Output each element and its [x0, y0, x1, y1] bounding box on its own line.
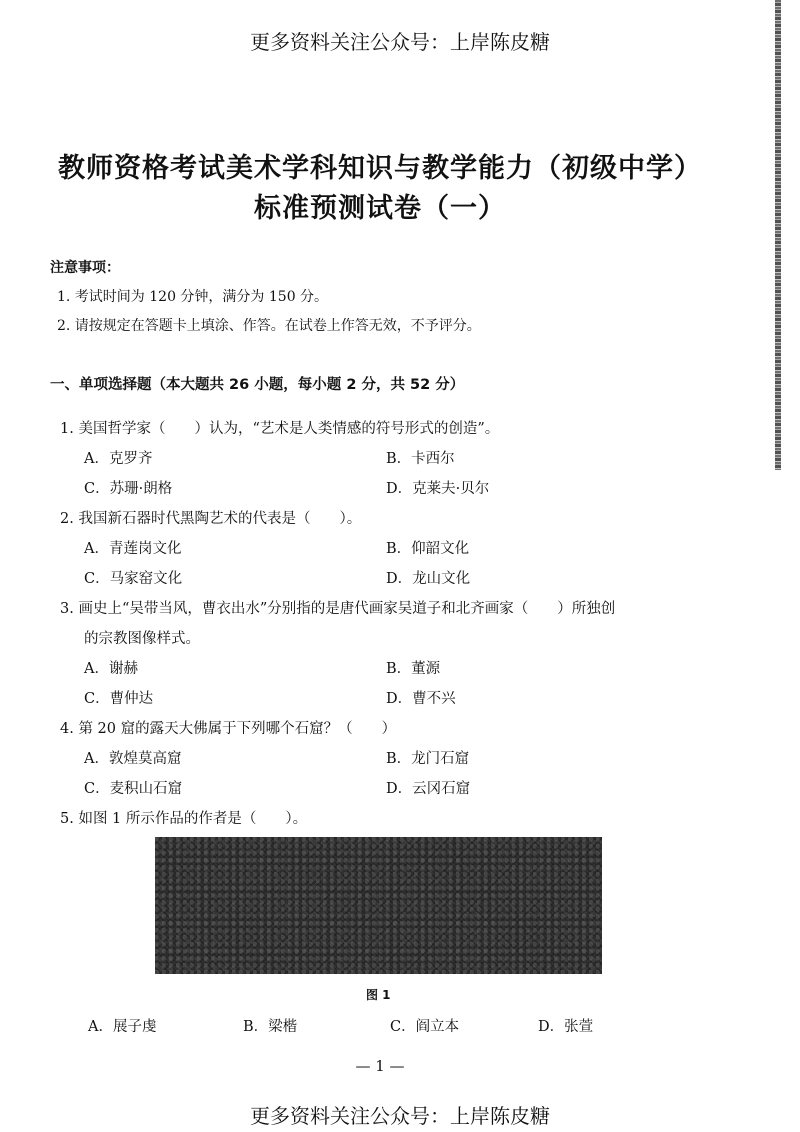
question-stem: 3. 画史上“吴带当风，曹衣出水”分别指的是唐代画家吴道子和北齐画家（ ）所独创: [60, 601, 616, 617]
option-a: A．克罗齐: [84, 451, 153, 467]
option-c: C．麦积山石窟: [84, 781, 183, 797]
option-c: C．曹仲达: [84, 691, 154, 707]
option-d: D．云冈石窟: [386, 781, 471, 797]
question-stem-continued: 的宗教图像样式。: [84, 631, 200, 647]
figure-caption: 图 1: [366, 988, 391, 1002]
option-a: A．青莲岗文化: [84, 541, 182, 557]
notice-item: 2. 请按规定在答题卡上填涂、作答。在试卷上作答无效，不予评分。: [57, 318, 481, 334]
question-stem: 4. 第 20 窟的露天大佛属于下列哪个石窟？（ ）: [60, 721, 397, 737]
bottom-banner: 更多资料关注公众号：上岸陈皮糖: [250, 1104, 550, 1128]
figure-1-image: [155, 837, 602, 974]
option-d: D．张萱: [538, 1019, 594, 1035]
question-stem: 5. 如图 1 所示作品的作者是（ ）。: [60, 811, 308, 827]
option-b: B．梁楷: [243, 1019, 298, 1035]
option-c: C．马家窑文化: [84, 571, 183, 587]
option-d: D．龙山文化: [386, 571, 471, 587]
section-heading: 一、单项选择题（本大题共 26 小题，每小题 2 分，共 52 分）: [50, 377, 465, 393]
page-title: 教师资格考试美术学科知识与教学能力（初级中学）: [58, 153, 702, 184]
option-a: A．敦煌莫高窟: [84, 751, 182, 767]
option-b: B．董源: [386, 661, 441, 677]
option-b: B．仰韶文化: [386, 541, 470, 557]
option-a: A．展子虔: [88, 1019, 157, 1035]
page-subtitle: 标准预测试卷（一）: [254, 193, 506, 224]
option-c: C．阎立本: [390, 1019, 460, 1035]
option-d: D．曹不兴: [386, 691, 456, 707]
option-a: A．谢赫: [84, 661, 138, 677]
page-number: — 1 —: [355, 1057, 405, 1075]
top-banner: 更多资料关注公众号：上岸陈皮糖: [250, 30, 550, 54]
question-stem: 1. 美国哲学家（ ）认为，“艺术是人类情感的符号形式的创造”。: [60, 421, 500, 437]
scan-edge-artifact: [775, 0, 781, 470]
option-b: B．卡西尔: [386, 451, 455, 467]
notice-heading: 注意事项：: [50, 260, 120, 276]
option-c: C．苏珊·朗格: [84, 481, 173, 497]
option-d: D．克莱夫·贝尔: [386, 481, 490, 497]
question-stem: 2. 我国新石器时代黑陶艺术的代表是（ ）。: [60, 511, 362, 527]
option-b: B．龙门石窟: [386, 751, 470, 767]
notice-item: 1. 考试时间为 120 分钟，满分为 150 分。: [57, 289, 329, 305]
